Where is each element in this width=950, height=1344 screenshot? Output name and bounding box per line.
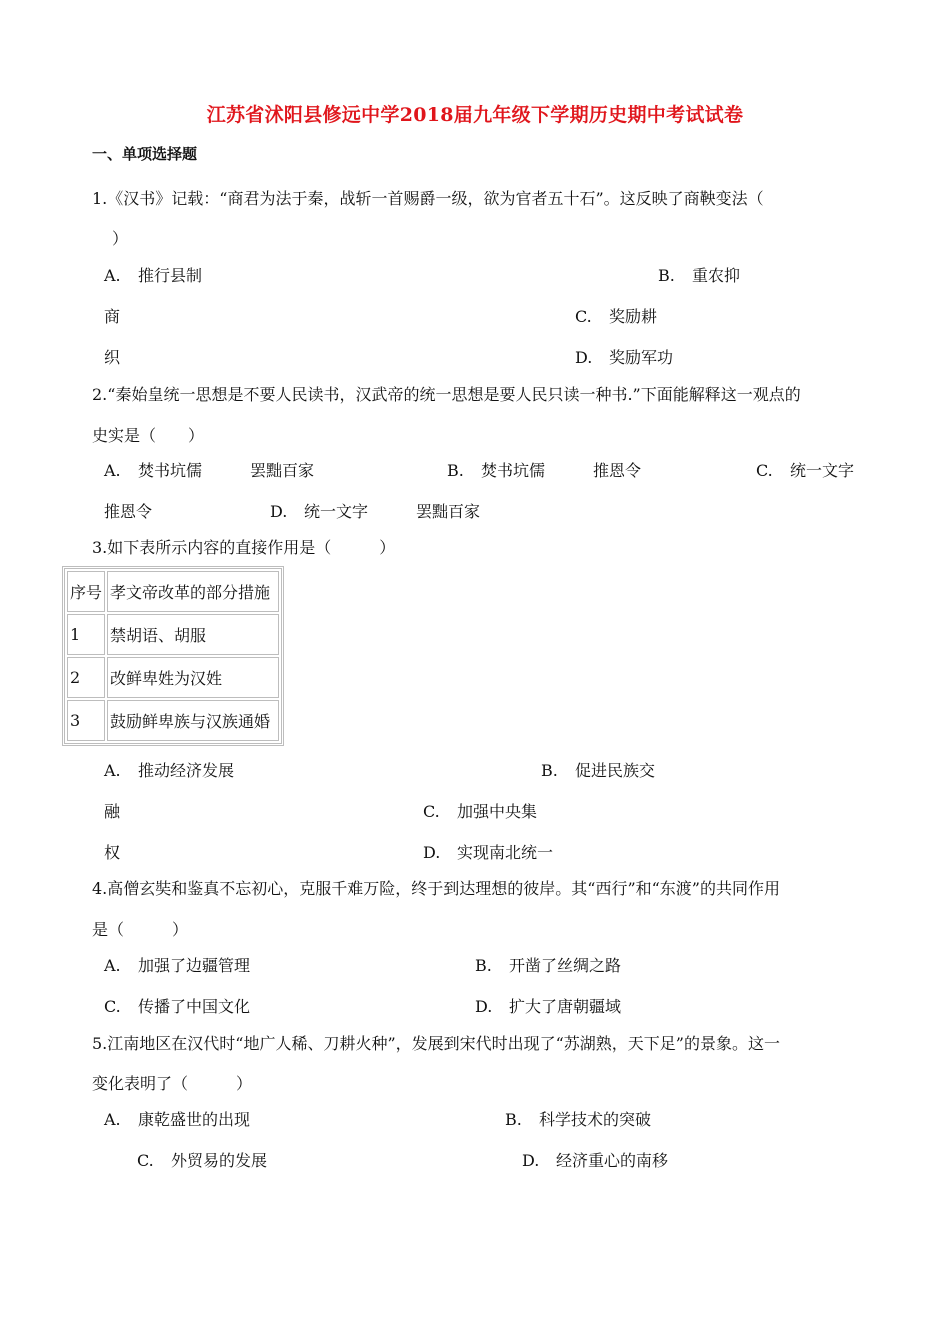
q3-option-c[interactable]: [423, 799, 537, 822]
option-text: 推动经济发展: [138, 761, 235, 780]
option-letter: D.: [575, 348, 593, 367]
option-text: 促进民族交: [575, 761, 656, 780]
q2-stem-line1: 2.“秦始皇统一思想是不要人民读书，汉武帝的统一思想是要人民只读一种书.”下面能解释这一观点的: [92, 385, 801, 404]
q4-stem-line2: 是（ ）: [92, 920, 189, 939]
option-letter: C.: [575, 307, 592, 326]
option-letter: A.: [104, 461, 121, 480]
table-row: [67, 657, 279, 698]
q1-option-a[interactable]: [104, 263, 202, 286]
q4-option-b[interactable]: [475, 953, 621, 976]
option-text: 传播了中国文化: [138, 997, 251, 1016]
q1-stem-line2: ）: [112, 229, 129, 248]
option-letter: B.: [447, 461, 464, 480]
table-header-row: [67, 571, 279, 612]
q4-option-d[interactable]: [475, 994, 621, 1017]
q4-stem-line1: 4.高僧玄奘和鉴真不忘初心，克服千难万险，终于到达理想的彼岸。其“西行”和“东渡”的共同作用: [92, 879, 780, 898]
q5-stem-line1: 5.江南地区在汉代时“地广人稀、刀耕火种”，发展到宋代时出现了“苏湖熟，天下足”的景象。这一: [92, 1034, 780, 1053]
q3-option-c-continued: 权: [104, 843, 121, 862]
table-cell: 改鲜卑姓为汉姓: [107, 657, 279, 698]
option-letter: B.: [541, 761, 558, 780]
option-letter: B.: [505, 1110, 522, 1129]
table-cell: 2: [67, 657, 105, 698]
option-letter: A.: [104, 761, 121, 780]
table-cell: 1: [67, 614, 105, 655]
table-header-cell: 孝文帝改革的部分措施: [107, 571, 279, 612]
q4-option-a[interactable]: [104, 953, 250, 976]
q5-stem-line2: 变化表明了（ ）: [92, 1074, 253, 1093]
q3-option-b-continued: 融: [104, 802, 121, 821]
table-row: [67, 614, 279, 655]
q2-option-a[interactable]: [104, 458, 314, 481]
q3-option-d[interactable]: [423, 840, 553, 863]
q1-stem-line1: 1.《汉书》记载：“商君为法于秦，战斩一首赐爵一级，欲为官者五十石”。这反映了商鞅变法（: [92, 189, 764, 208]
option-text: 统一文字: [790, 461, 855, 480]
option-letter: D.: [475, 997, 493, 1016]
option-text: 奖励军功: [609, 348, 674, 367]
option-letter: B.: [475, 956, 492, 975]
option-letter: C.: [137, 1151, 154, 1170]
option-text: 加强了边疆管理: [138, 956, 251, 975]
q2-option-b[interactable]: [447, 458, 641, 481]
option-text: 康乾盛世的出现: [138, 1110, 251, 1129]
q1-option-d[interactable]: [575, 345, 673, 368]
option-text: 加强中央集: [457, 802, 538, 821]
q1-option-c-continued: 织: [104, 348, 121, 367]
q2-stem-line2: 史实是（ ）: [92, 426, 205, 445]
option-letter: C.: [104, 997, 121, 1016]
q2-option-d[interactable]: [270, 499, 480, 522]
option-letter: D.: [522, 1151, 540, 1170]
q5-option-d[interactable]: [522, 1148, 668, 1171]
option-letter: D.: [270, 502, 288, 521]
table-row: [67, 700, 279, 741]
q5-option-b[interactable]: [505, 1107, 651, 1130]
reform-measures-table: [62, 566, 284, 746]
q5-option-c[interactable]: [137, 1148, 267, 1171]
table-cell: 鼓励鲜卑族与汉族通婚: [107, 700, 279, 741]
q3-option-b[interactable]: [541, 758, 655, 781]
option-text: 开凿了丝绸之路: [509, 956, 622, 975]
q1-option-b[interactable]: [658, 263, 740, 286]
option-text: 焚书坑儒 罢黜百家: [138, 461, 315, 480]
option-letter: D.: [423, 843, 441, 862]
option-letter: C.: [756, 461, 773, 480]
q1-option-b-continued: 商: [104, 307, 121, 326]
option-letter: A.: [104, 266, 121, 285]
q3-option-a[interactable]: [104, 758, 234, 781]
option-text: 经济重心的南移: [556, 1151, 669, 1170]
option-text: 扩大了唐朝疆域: [509, 997, 622, 1016]
q2-option-c-continued: 推恩令: [104, 502, 153, 521]
option-text: 统一文字 罢黜百家: [304, 502, 481, 521]
option-text: 外贸易的发展: [171, 1151, 268, 1170]
section-heading: 一、单项选择题: [92, 145, 198, 163]
option-letter: A.: [104, 1110, 121, 1129]
q3-stem: 3.如下表所示内容的直接作用是（ ）: [92, 538, 396, 557]
table-header-cell: 序号: [67, 571, 105, 612]
option-text: 实现南北统一: [457, 843, 554, 862]
option-text: 推行县制: [138, 266, 203, 285]
option-letter: B.: [658, 266, 675, 285]
option-text: 重农抑: [692, 266, 741, 285]
table-cell: 禁胡语、胡服: [107, 614, 279, 655]
option-letter: C.: [423, 802, 440, 821]
option-text: 奖励耕: [609, 307, 658, 326]
option-text: 焚书坑儒 推恩令: [481, 461, 642, 480]
q5-option-a[interactable]: [104, 1107, 250, 1130]
q2-option-c[interactable]: [756, 458, 854, 481]
table-cell: 3: [67, 700, 105, 741]
q4-option-c[interactable]: [104, 994, 250, 1017]
q1-option-c[interactable]: [575, 304, 657, 327]
page-title: 江苏省沭阳县修远中学2018届九年级下学期历史期中考试试卷: [206, 104, 744, 126]
option-letter: A.: [104, 956, 121, 975]
option-text: 科学技术的突破: [539, 1110, 652, 1129]
